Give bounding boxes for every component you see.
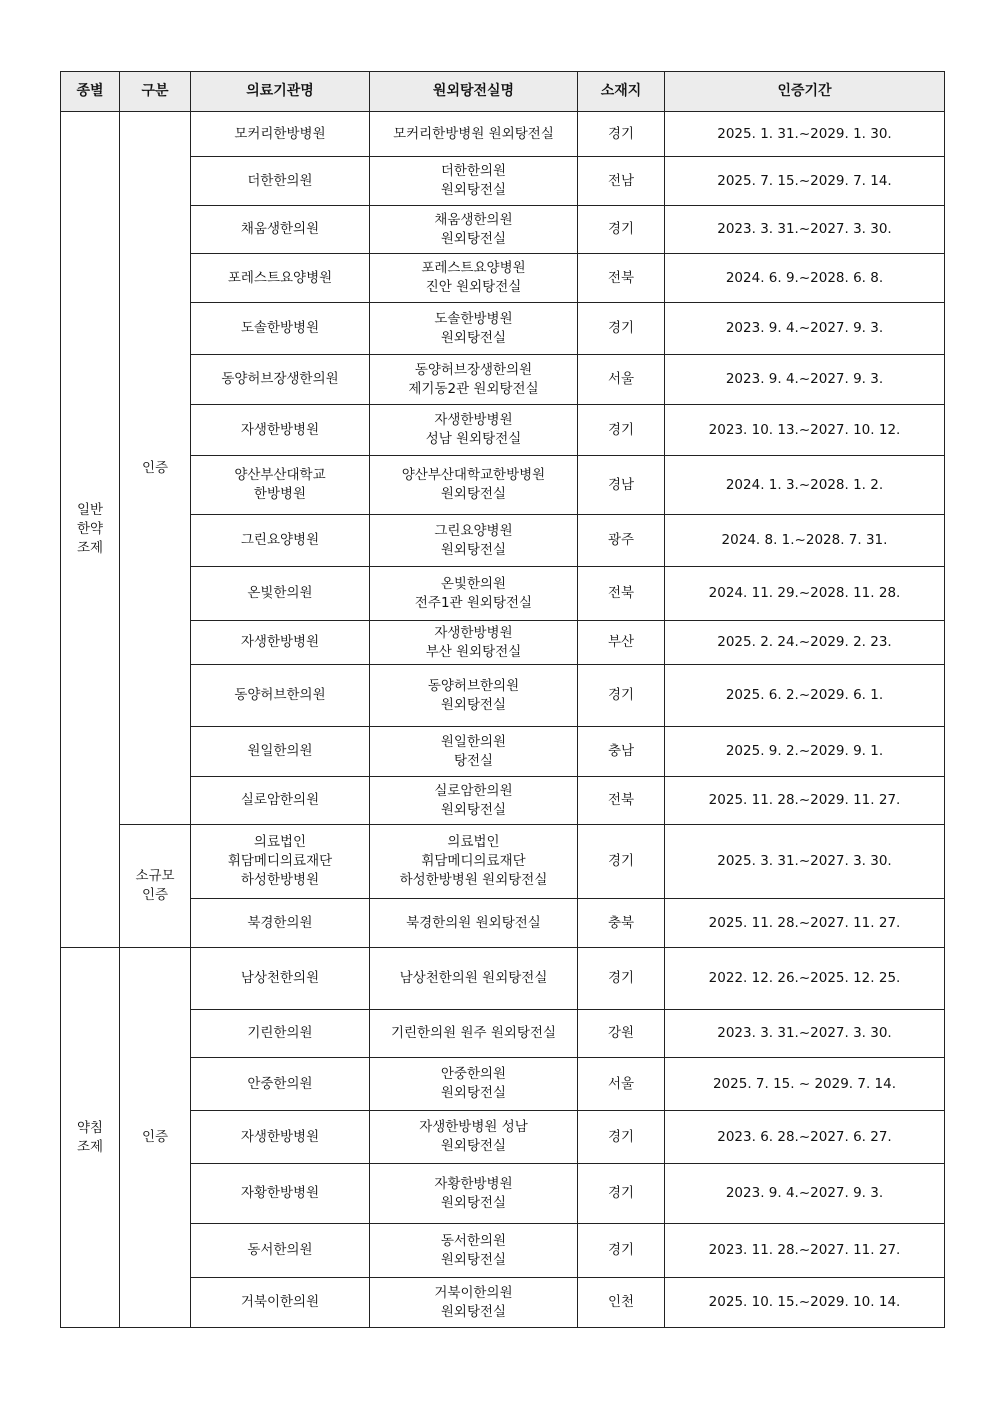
- kind-cell: [61, 112, 120, 948]
- period-cell-text: 2024. 6. 9.~2028. 6. 8.: [725, 269, 884, 286]
- institution-name-cell: [191, 899, 370, 948]
- region-cell: [578, 665, 665, 727]
- room-name-cell: [370, 1010, 578, 1058]
- period-cell: [665, 355, 945, 405]
- room-name-cell-text: 원일한의원 탕전실: [440, 733, 507, 769]
- institution-name-cell-text: 동서한의원: [247, 1242, 313, 1258]
- period-cell-text: 2024. 8. 1.~2028. 7. 31.: [721, 532, 888, 548]
- period-cell-text: 2022. 12. 26.~2025. 12. 25.: [708, 970, 901, 986]
- institution-name-cell-text: 남상천한의원: [240, 970, 320, 986]
- institution-name-cell: [191, 157, 370, 206]
- room-name-cell: [370, 157, 578, 206]
- period-cell-text: 2025. 1. 31.~2029. 1. 30.: [717, 125, 892, 142]
- region-cell: [578, 727, 665, 777]
- institution-name-cell-text: 원일한의원: [247, 743, 313, 759]
- period-cell-text: 2025. 7. 15. ~ 2029. 7. 14.: [712, 1075, 897, 1092]
- room-name-cell: [370, 254, 578, 303]
- table-body: [61, 112, 945, 1328]
- table-row: [61, 1058, 945, 1111]
- region-cell-text: 경기: [607, 320, 635, 336]
- room-name-cell-text: 온빛한의원 전주1관 원외탕전실: [414, 575, 533, 611]
- table-row: [61, 1164, 945, 1224]
- period-cell: [665, 621, 945, 665]
- region-cell: [578, 621, 665, 665]
- region-cell: [578, 1111, 665, 1164]
- header-period: 인증기간: [665, 72, 945, 112]
- region-cell: [578, 1164, 665, 1224]
- period-cell-text: 2025. 2. 24.~2029. 2. 23.: [717, 634, 892, 650]
- room-name-cell: [370, 1058, 578, 1111]
- table-row: [61, 303, 945, 355]
- institution-name-cell: [191, 1058, 370, 1111]
- period-cell-text: 2023. 3. 31.~2027. 3. 30.: [717, 221, 892, 237]
- institution-name-cell: [191, 567, 370, 621]
- room-name-cell-text: 남상천한의원 원외탕전실: [399, 970, 548, 986]
- room-name-cell-text: 자생한방병원 부산 원외탕전실: [425, 624, 522, 660]
- table-row: [61, 621, 945, 665]
- region-cell: [578, 948, 665, 1010]
- room-name-cell-text: 기린한의원 원주 원외탕전실: [390, 1025, 557, 1041]
- room-name-cell-text: 동서한의원 원외탕전실: [440, 1232, 507, 1268]
- header-kind: 종별: [61, 72, 120, 112]
- room-name-cell-text: 포레스트요양병원 진안 원외탕전실: [421, 260, 526, 295]
- room-name-cell: [370, 515, 578, 567]
- period-cell: [665, 899, 945, 948]
- institution-name-cell-text: 자생한방병원: [240, 1128, 320, 1145]
- period-cell: [665, 567, 945, 621]
- period-cell: [665, 112, 945, 157]
- kind-cell-text: 약침 조제: [76, 1119, 104, 1155]
- region-cell-text: 경기: [607, 1128, 635, 1145]
- period-cell: [665, 727, 945, 777]
- header-division: 구분: [120, 72, 191, 112]
- region-cell: [578, 1010, 665, 1058]
- room-name-cell: [370, 206, 578, 254]
- region-cell-text: 전북: [607, 792, 635, 808]
- table-row: [61, 1224, 945, 1278]
- region-cell-text: 인천: [607, 1294, 635, 1310]
- region-cell: [578, 1224, 665, 1278]
- division-cell-text: 소규모 인증: [135, 868, 175, 903]
- institution-name-cell: [191, 355, 370, 405]
- table-row: [61, 727, 945, 777]
- institution-name-cell: [191, 1224, 370, 1278]
- period-cell: [665, 456, 945, 515]
- room-name-cell-text: 도솔한방병원 원외탕전실: [434, 310, 513, 346]
- room-name-cell: [370, 1111, 578, 1164]
- period-cell-text: 2023. 6. 28.~2027. 6. 27.: [717, 1128, 892, 1145]
- region-cell: [578, 355, 665, 405]
- region-cell: [578, 1058, 665, 1111]
- room-name-cell-text: 북경한의원 원외탕전실: [406, 914, 541, 931]
- region-cell: [578, 112, 665, 157]
- period-cell: [665, 665, 945, 727]
- institution-name-cell: [191, 825, 370, 899]
- region-cell-text: 경기: [607, 1185, 635, 1201]
- institution-name-cell-text: 온빛한의원: [247, 585, 313, 601]
- period-cell-text: 2025. 3. 31.~2027. 3. 30.: [717, 853, 892, 869]
- division-cell-text: 인증: [141, 459, 169, 476]
- room-name-cell-text: 그린요양병원 원외탕전실: [434, 522, 513, 558]
- period-cell-text: 2024. 11. 29.~2028. 11. 28.: [708, 585, 901, 601]
- institution-name-cell-text: 자생한방병원: [240, 634, 320, 650]
- period-cell: [665, 777, 945, 825]
- period-cell: [665, 206, 945, 254]
- period-cell-text: 2023. 9. 4.~2027. 9. 3.: [725, 320, 884, 336]
- period-cell: [665, 1164, 945, 1224]
- table-row: [61, 1111, 945, 1164]
- region-cell-text: 경기: [607, 1242, 635, 1258]
- institution-name-cell: [191, 727, 370, 777]
- period-cell: [665, 948, 945, 1010]
- header-institution-name: 의료기관명: [191, 72, 370, 112]
- period-cell: [665, 1111, 945, 1164]
- period-cell: [665, 405, 945, 456]
- table-row: [61, 254, 945, 303]
- region-cell: [578, 303, 665, 355]
- region-cell-text: 충북: [607, 914, 635, 931]
- institution-name-cell: [191, 1278, 370, 1328]
- region-cell: [578, 254, 665, 303]
- room-name-cell-text: 채움생한의원 원외탕전실: [434, 211, 513, 247]
- period-cell-text: 2023. 11. 28.~2027. 11. 27.: [708, 1242, 901, 1258]
- room-name-cell-text: 자황한방병원 원외탕전실: [434, 1175, 513, 1211]
- room-name-cell-text: 실로암한의원 원외탕전실: [434, 782, 513, 818]
- table-row: [61, 825, 945, 899]
- period-cell: [665, 1224, 945, 1278]
- region-cell: [578, 1278, 665, 1328]
- room-name-cell: [370, 355, 578, 405]
- room-name-cell: [370, 621, 578, 665]
- table-row: [61, 515, 945, 567]
- region-cell-text: 경기: [607, 421, 635, 438]
- institution-name-cell-text: 거북이한의원: [240, 1294, 320, 1310]
- institution-name-cell-text: 모커리한방병원: [234, 125, 326, 142]
- certification-table: [60, 71, 945, 1328]
- division-cell: [120, 112, 191, 825]
- region-cell-text: 전북: [607, 269, 635, 286]
- room-name-cell: [370, 1224, 578, 1278]
- institution-name-cell: [191, 665, 370, 727]
- period-cell: [665, 303, 945, 355]
- room-name-cell-text: 안중한의원 원외탕전실: [440, 1066, 507, 1101]
- institution-name-cell-text: 더한한의원: [247, 172, 313, 189]
- room-name-cell: [370, 112, 578, 157]
- institution-name-cell: [191, 777, 370, 825]
- region-cell-text: 경기: [607, 221, 635, 237]
- table-row: [61, 899, 945, 948]
- institution-name-cell-text: 채움생한의원: [240, 221, 320, 237]
- table-row: [61, 948, 945, 1010]
- room-name-cell: [370, 303, 578, 355]
- institution-name-cell: [191, 948, 370, 1010]
- region-cell: [578, 157, 665, 206]
- division-cell: [120, 948, 191, 1328]
- room-name-cell: [370, 456, 578, 515]
- period-cell-text: 2025. 11. 28.~2027. 11. 27.: [708, 914, 901, 931]
- room-name-cell: [370, 665, 578, 727]
- table-header-row: [61, 72, 945, 112]
- period-cell-text: 2023. 9. 4.~2027. 9. 3.: [725, 371, 884, 387]
- region-cell-text: 전남: [607, 172, 635, 189]
- division-cell-text: 인증: [141, 1129, 169, 1145]
- institution-name-cell-text: 실로암한의원: [240, 792, 320, 808]
- institution-name-cell-text: 의료법인 휘담메디의료재단 하성한방병원: [227, 834, 333, 888]
- period-cell-text: 2025. 7. 15.~2029. 7. 14.: [717, 172, 892, 189]
- region-cell: [578, 825, 665, 899]
- institution-name-cell: [191, 112, 370, 157]
- period-cell: [665, 157, 945, 206]
- period-cell-text: 2025. 6. 2.~2029. 6. 1.: [725, 687, 884, 703]
- institution-name-cell-text: 그린요양병원: [240, 532, 320, 548]
- table-row: [61, 1278, 945, 1328]
- period-cell: [665, 1278, 945, 1328]
- institution-name-cell: [191, 254, 370, 303]
- room-name-cell: [370, 405, 578, 456]
- table-row: [61, 405, 945, 456]
- institution-name-cell: [191, 303, 370, 355]
- room-name-cell-text: 더한한의원 원외탕전실: [440, 163, 507, 198]
- region-cell-text: 경기: [607, 687, 635, 703]
- period-cell: [665, 1010, 945, 1058]
- table-row: [61, 355, 945, 405]
- region-cell-text: 강원: [607, 1025, 635, 1041]
- institution-name-cell-text: 양산부산대학교 한방병원: [234, 467, 326, 502]
- institution-name-cell-text: 기린한의원: [247, 1025, 313, 1041]
- institution-name-cell-text: 포레스트요양병원: [227, 269, 333, 286]
- kind-cell: [61, 948, 120, 1328]
- period-cell: [665, 825, 945, 899]
- institution-name-cell: [191, 515, 370, 567]
- institution-name-cell-text: 자생한방병원: [240, 421, 320, 438]
- region-cell-text: 서울: [607, 1075, 635, 1092]
- institution-name-cell-text: 동양허브장생한의원: [221, 371, 339, 387]
- region-cell-text: 전북: [607, 585, 635, 601]
- table-row: [61, 1010, 945, 1058]
- room-name-cell: [370, 948, 578, 1010]
- institution-name-cell-text: 안중한의원: [247, 1075, 313, 1092]
- institution-name-cell: [191, 1164, 370, 1224]
- institution-name-cell: [191, 405, 370, 456]
- region-cell-text: 부산: [607, 634, 635, 650]
- room-name-cell: [370, 825, 578, 899]
- period-cell-text: 2025. 10. 15.~2029. 10. 14.: [708, 1294, 901, 1310]
- room-name-cell-text: 동양허브장생한의원 제기동2관 원외탕전실: [408, 361, 539, 397]
- room-name-cell-text: 의료법인 휘담메디의료재단 하성한방병원 원외탕전실: [399, 834, 548, 888]
- period-cell-text: 2024. 1. 3.~2028. 1. 2.: [725, 476, 884, 493]
- period-cell: [665, 254, 945, 303]
- header-region: 소재지: [578, 72, 665, 112]
- region-cell-text: 서울: [607, 371, 635, 387]
- room-name-cell: [370, 727, 578, 777]
- institution-name-cell: [191, 456, 370, 515]
- room-name-cell-text: 모커리한방병원 원외탕전실: [393, 125, 554, 142]
- table-row: [61, 665, 945, 727]
- division-cell: [120, 825, 191, 948]
- region-cell: [578, 456, 665, 515]
- room-name-cell: [370, 1164, 578, 1224]
- room-name-cell: [370, 899, 578, 948]
- room-name-cell: [370, 1278, 578, 1328]
- room-name-cell-text: 동양허브한의원 원외탕전실: [427, 677, 520, 713]
- period-cell-text: 2023. 9. 4.~2027. 9. 3.: [725, 1185, 884, 1201]
- region-cell-text: 경기: [607, 970, 635, 986]
- region-cell: [578, 515, 665, 567]
- period-cell: [665, 1058, 945, 1111]
- region-cell-text: 경기: [607, 853, 635, 869]
- institution-name-cell: [191, 1010, 370, 1058]
- room-name-cell: [370, 567, 578, 621]
- header-room-name: 원외탕전실명: [370, 72, 578, 112]
- region-cell-text: 충남: [607, 743, 635, 759]
- room-name-cell-text: 자생한방병원 성남 원외탕전실: [425, 412, 522, 447]
- kind-cell-text: 일반 한약 조제: [76, 502, 104, 556]
- period-cell-text: 2023. 10. 13.~2027. 10. 12.: [708, 421, 901, 438]
- institution-name-cell: [191, 1111, 370, 1164]
- room-name-cell-text: 양산부산대학교한방병원 원외탕전실: [401, 467, 546, 502]
- institution-name-cell-text: 자황한방병원: [240, 1185, 320, 1201]
- period-cell-text: 2025. 11. 28.~2029. 11. 27.: [708, 792, 901, 808]
- period-cell: [665, 515, 945, 567]
- institution-name-cell: [191, 621, 370, 665]
- region-cell: [578, 567, 665, 621]
- table-row: [61, 206, 945, 254]
- room-name-cell: [370, 777, 578, 825]
- institution-name-cell-text: 북경한의원: [247, 914, 313, 931]
- table-row: [61, 112, 945, 157]
- table-row: [61, 157, 945, 206]
- room-name-cell-text: 거북이한의원 원외탕전실: [434, 1284, 513, 1320]
- room-name-cell-text: 자생한방병원 성남 원외탕전실: [419, 1119, 528, 1154]
- period-cell-text: 2023. 3. 31.~2027. 3. 30.: [717, 1025, 892, 1041]
- region-cell: [578, 777, 665, 825]
- period-cell-text: 2025. 9. 2.~2029. 9. 1.: [725, 743, 884, 759]
- table-row: [61, 567, 945, 621]
- region-cell-text: 경기: [607, 125, 635, 142]
- table-row: [61, 456, 945, 515]
- region-cell: [578, 206, 665, 254]
- institution-name-cell-text: 동양허브한의원: [234, 687, 326, 703]
- table-row: [61, 777, 945, 825]
- institution-name-cell-text: 도솔한방병원: [240, 320, 320, 336]
- region-cell-text: 경남: [607, 476, 635, 493]
- region-cell: [578, 899, 665, 948]
- institution-name-cell: [191, 206, 370, 254]
- region-cell: [578, 405, 665, 456]
- region-cell-text: 광주: [607, 532, 635, 548]
